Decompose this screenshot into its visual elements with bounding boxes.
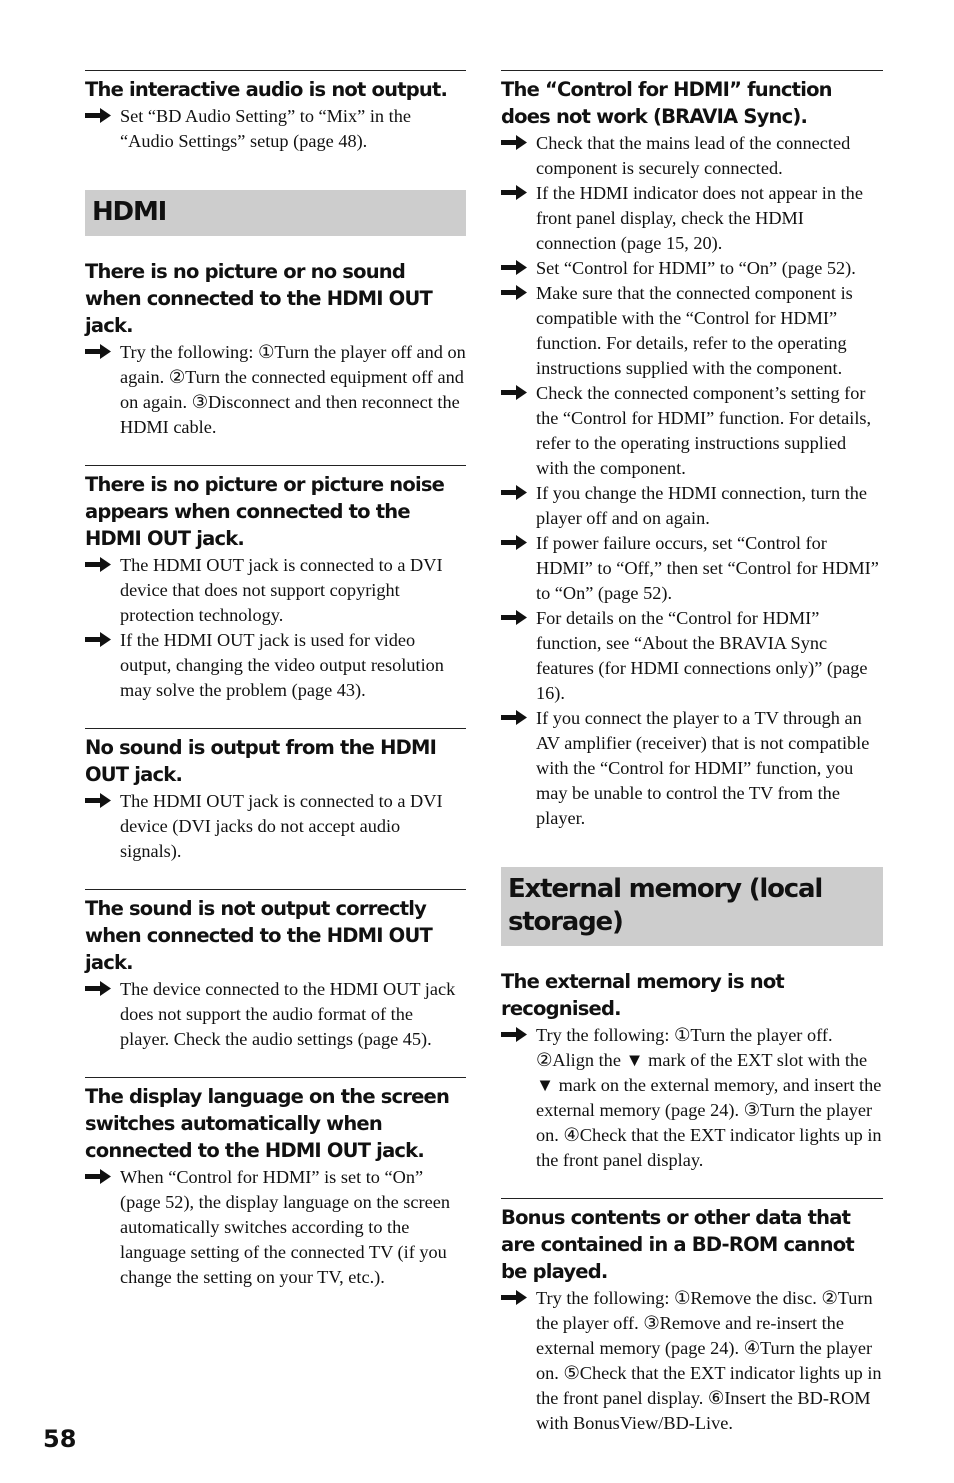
question-title: There is no picture or picture noise appears when connected to the HDMI OUT jack. [85,473,445,550]
arrow-icon [501,385,527,400]
question-title: The sound is not output correctly when connected to the HDMI OUT jack. [85,897,432,974]
answer-item [501,606,883,706]
section-heading-hdmi [85,190,466,236]
question-title: There is no picture or no sound when connected to the HDMI OUT jack. [85,260,432,337]
arrow-icon [85,344,111,359]
answer-item [85,628,466,703]
question-display-language [85,1077,466,1290]
answer-text: Check the connected component’s setting for the “Control for HDMI” function. For details, refer to the operating instructions supplied with the component. [536,383,872,478]
question-title: The interactive audio is not output. [85,78,448,101]
arrow-icon [501,485,527,500]
answer-item [85,1165,466,1290]
answer-item [85,977,466,1052]
question-title: Bonus contents or other data that are contained in a BD-ROM cannot be played. [501,1206,854,1283]
answer-item [501,256,883,281]
answer-item [501,181,883,256]
answer-text: Try the following: ①Turn the player off. ②Align the ▼ mark of the EXT slot with the ▼ mark on the external memory, and insert the external memory (page 24). ③Turn the player on. ④Check that the EXT indicator lights up in the front panel display. [536,1025,882,1170]
question-sound-incorrect [85,889,466,1052]
arrow-icon [501,535,527,550]
answer-text: Try the following: ①Turn the player off and on again. ②Turn the connected equipment off and on again. ③Disconnect and then reconnect the HDMI cable. [120,342,466,437]
answer-item [501,706,883,831]
question-control-for-hdmi [501,70,883,831]
answer-text: The device connected to the HDMI OUT jack does not support the audio format of the player. Check the audio settings (page 45). [120,979,456,1049]
answer-text: For details on the “Control for HDMI” function, see “About the BRAVIA Sync features (for HDMI connections only)” (page 16). [536,608,868,703]
answer-item [501,531,883,606]
question-title: No sound is output from the HDMI OUT jack. [85,736,437,786]
answer-item [501,281,883,381]
question-no-sound [85,728,466,864]
section-title: HDMI [92,197,167,227]
arrow-icon [501,1290,527,1305]
answer-item [501,481,883,531]
answer-text: If you connect the player to a TV through an AV amplifier (receiver) that is not compatible with the “Control for HDMI” function, you may be unable to control the TV from the player. [536,708,870,828]
arrow-icon [501,135,527,150]
answer-text: Set “Control for HDMI” to “On” (page 52). [536,258,856,278]
right-column [501,70,883,1436]
arrow-icon [85,632,111,647]
arrow-icon [501,710,527,725]
answer-text: If you change the HDMI connection, turn the player off and on again. [536,483,867,528]
answer-item [501,381,883,481]
arrow-icon [501,285,527,300]
answer-text: Check that the mains lead of the connected component is securely connected. [536,133,851,178]
answer-item [501,1023,883,1173]
answer-text: Set “BD Audio Setting” to “Mix” in the “Audio Settings” setup (page 48). [120,106,411,151]
question-title: The display language on the screen switches automatically when connected to the HDMI OUT jack. [85,1085,450,1162]
answer-text: When “Control for HDMI” is set to “On” (page 52), the display language on the screen automatically switches according to the language setting of the connected TV (if you change the setting on your TV, etc.). [120,1167,450,1287]
arrow-icon [85,793,111,808]
answer-text: If the HDMI OUT jack is used for video output, changing the video output resolution may solve the problem (page 43). [120,630,444,700]
left-column [85,70,466,1290]
answer-text: The HDMI OUT jack is connected to a DVI device (DVI jacks do not accept audio signals). [120,791,443,861]
question-picture-noise [85,465,466,703]
arrow-icon [85,1169,111,1184]
question-interactive-audio [85,70,466,154]
arrow-icon [501,185,527,200]
answer-item [85,553,466,628]
answer-text: Try the following: ①Remove the disc. ②Turn the player off. ③Remove and re-insert the external memory (page 24). ④Turn the player on. ⑤Check that the EXT indicator lights up in the front panel display. ⑥Insert the BD-ROM with BonusView/BD-Live. [536,1288,882,1433]
question-bonus-contents [501,1198,883,1436]
answer-item [501,131,883,181]
answer-item [85,789,466,864]
section-heading-external-memory [501,867,883,946]
answer-text: If the HDMI indicator does not appear in the front panel display, check the HDMI connection (page 15, 20). [536,183,863,253]
page-number: 58 [43,1425,77,1453]
question-no-picture-no-sound [85,258,466,440]
arrow-icon [501,610,527,625]
answer-text: If power failure occurs, set “Control for HDMI” to “Off,” then set “Control for HDMI” to “On” (page 52). [536,533,879,603]
arrow-icon [501,1027,527,1042]
answer-item [85,340,466,440]
answer-text: Make sure that the connected component is compatible with the “Control for HDMI” function. For details, refer to the operating instructions supplied with the component. [536,283,853,378]
answer-item [501,1286,883,1436]
answer-text: The HDMI OUT jack is connected to a DVI device that does not support copyright protection technology. [120,555,443,625]
answer-item [85,104,466,154]
arrow-icon [501,260,527,275]
arrow-icon [85,108,111,123]
arrow-icon [85,981,111,996]
question-title: The “Control for HDMI” function does not work (BRAVIA Sync). [501,78,832,128]
section-title: External memory (local storage) [508,874,823,937]
question-external-memory-not-recognised [501,968,883,1173]
arrow-icon [85,557,111,572]
question-title: The external memory is not recognised. [501,970,784,1020]
